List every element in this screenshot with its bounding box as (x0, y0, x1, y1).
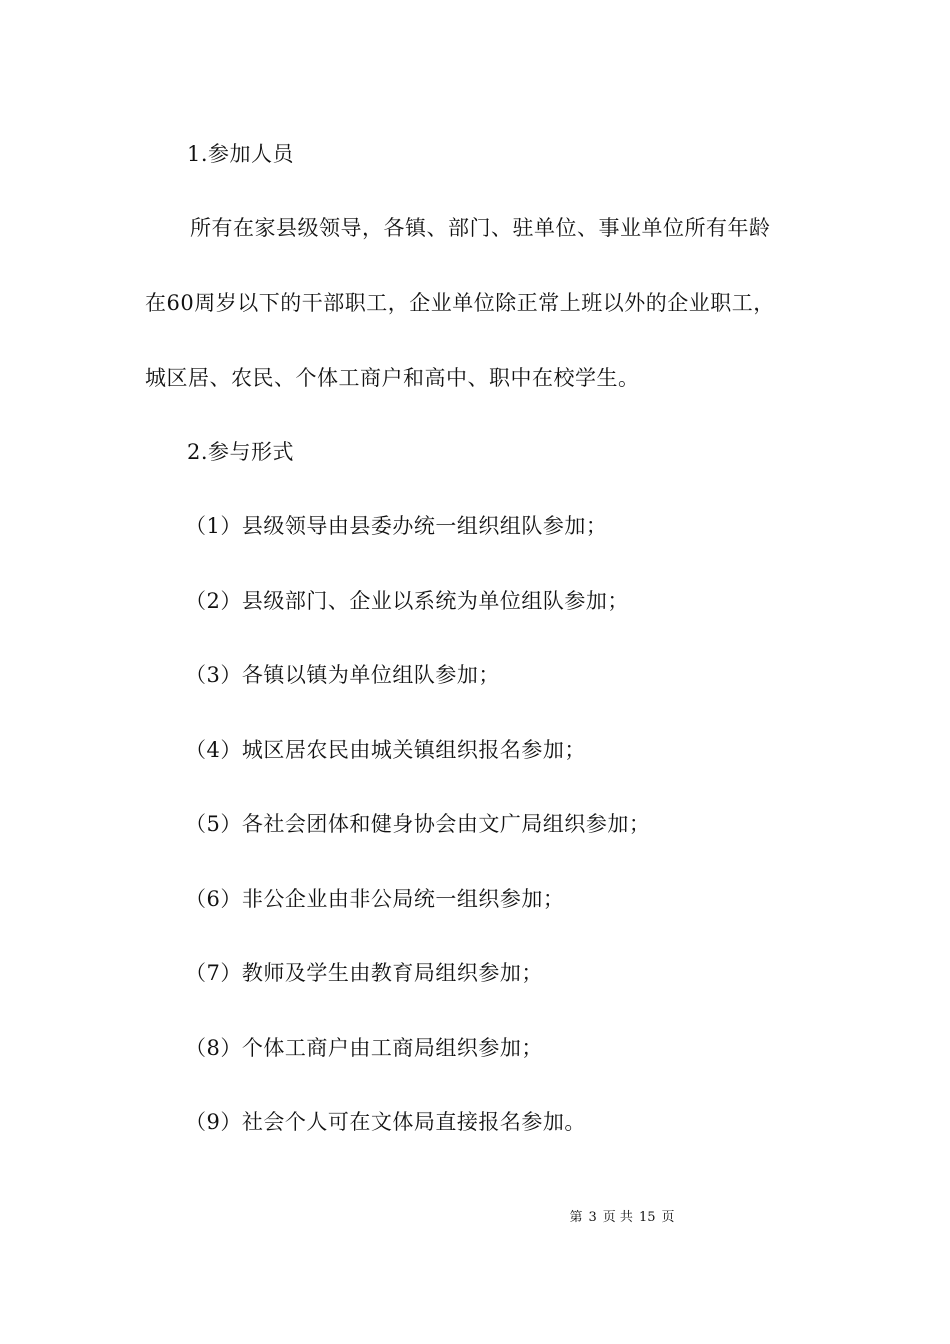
list-item: （6）非公企业由非公局统一组织参加； (185, 887, 565, 911)
current-page-number: 3 (588, 1210, 597, 1225)
page-footer (0, 1210, 950, 1226)
list-item: （3）各镇以镇为单位组队参加； (185, 663, 500, 687)
footer-suffix: 页 (661, 1210, 675, 1225)
section-heading-format: 2.参与形式 (187, 440, 295, 464)
footer-prefix: 第 (569, 1210, 583, 1225)
list-item: （5）各社会团体和健身协会由文广局组织参加； (185, 812, 651, 836)
paragraph-line: 所有在家县级领导，各镇、部门、驻单位、事业单位所有年龄 (190, 216, 771, 240)
list-item: （7）教师及学生由教育局组织参加； (185, 961, 543, 985)
list-item: （8）个体工商户由工商局组织参加； (185, 1036, 543, 1060)
section-heading-participants: 1.参加人员 (187, 142, 295, 166)
list-item: （9）社会个人可在文体局直接报名参加。 (185, 1110, 586, 1134)
list-item: （1）县级领导由县委办统一组织组队参加； (185, 514, 608, 538)
footer-middle: 页 共 (602, 1210, 633, 1225)
paragraph-line: 在60周岁以下的干部职工，企业单位除正常上班以外的企业职工， (145, 291, 775, 315)
list-item: （4）城区居农民由城关镇组织报名参加； (185, 738, 586, 762)
list-item: （2）县级部门、企业以系统为单位组队参加； (185, 589, 629, 613)
total-pages-number: 15 (638, 1210, 656, 1225)
paragraph-line: 城区居、农民、个体工商户和高中、职中在校学生。 (145, 366, 640, 390)
